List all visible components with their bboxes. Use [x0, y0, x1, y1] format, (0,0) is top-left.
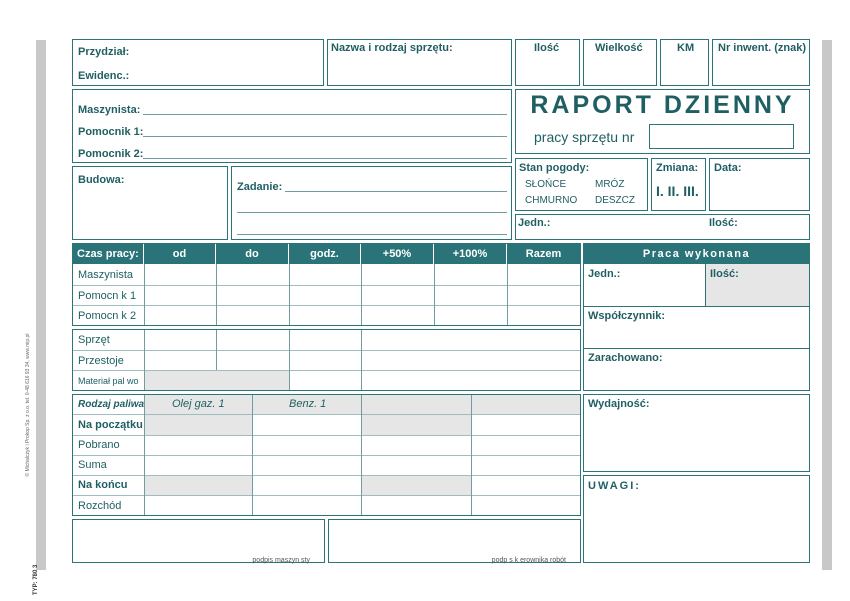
fuel-row-label: Suma: [78, 459, 107, 471]
date-label: Data:: [714, 162, 742, 174]
fuel-row-label: Rozchód: [78, 500, 122, 512]
time-row-label: Maszynista: [78, 269, 134, 281]
fuel-row-line: [73, 414, 580, 415]
time-row-line: [73, 285, 580, 286]
task-box: [231, 166, 512, 240]
left-margin-strip: [36, 40, 46, 570]
header-do: do: [216, 244, 289, 264]
wspolczynnik-label: Współczynnik:: [588, 310, 666, 322]
km-label: KM: [677, 42, 695, 54]
operator-signature-label: podpis maszyn sty: [252, 557, 310, 564]
material-gray-cell: [144, 371, 289, 390]
fuel-row-line: [73, 475, 580, 476]
pomocnik1-label: Pomocnik 1:: [78, 126, 144, 138]
header-od: od: [144, 244, 216, 264]
fuel-type-1: Olej gaz. 1: [172, 398, 225, 410]
equip-col-line: [144, 330, 145, 390]
pomocnik2-label: Pomocnik 2:: [78, 148, 144, 160]
zadanie-field-1[interactable]: [285, 191, 507, 192]
fuel-row-line: [73, 435, 580, 436]
budowa-label: Budowa:: [78, 174, 125, 186]
equip-row-line: [73, 350, 580, 351]
report-subtitle: pracy sprzętu nr: [534, 129, 635, 145]
work-done-title: Praca wykonana: [584, 244, 809, 264]
side-publisher-text: © Michalczyk i Prokop Sp. z o.o. tel. 0-48 616 93 34, www.mip.pl: [25, 333, 31, 477]
fuel-row-label: Na końcu: [78, 479, 128, 491]
weather-cloudy[interactable]: CHMURNO: [525, 195, 578, 206]
fuel-header-label: Rodzaj paliwa: [78, 399, 145, 410]
shift-values[interactable]: I. II. III.: [656, 183, 699, 199]
work-row-line: [584, 348, 809, 349]
time-col-line: [216, 264, 217, 325]
nazwa-label: Nazwa i rodzaj sprzętu:: [331, 42, 453, 54]
work-col-line: [705, 264, 706, 306]
zadanie-field-2[interactable]: [237, 212, 507, 213]
fuel-row-label: Na początku: [78, 419, 143, 431]
ilosc-header-label: Ilość: [534, 42, 560, 54]
fuel-gray-cell: [361, 475, 471, 495]
time-table-header: [73, 244, 580, 264]
nr-inwent-label: Nr inwent. (znak): [718, 42, 807, 54]
report-number-field[interactable]: [649, 124, 794, 149]
equip-row-label: Materiał pal wo: [78, 376, 139, 386]
jedn-label: Jedn.:: [518, 217, 551, 229]
equip-row-label: Przestoje: [78, 355, 124, 367]
header-plus50: +50%: [361, 244, 434, 264]
maszynista-label: Maszynista:: [78, 104, 141, 116]
work-row-line: [584, 306, 809, 307]
right-margin-strip: [822, 40, 832, 570]
fuel-row-label: Pobrano: [78, 439, 120, 451]
fuel-col-line: [144, 395, 145, 515]
fuel-gray-cell: [361, 415, 471, 435]
manager-signature-label: podp s k erownika robót: [491, 557, 566, 564]
time-row-line: [73, 305, 580, 306]
weather-sun[interactable]: SŁOŃCE: [525, 179, 567, 190]
time-row-label: Pomocn k 1: [78, 290, 137, 302]
header-plus100: +100%: [434, 244, 507, 264]
time-col-line: [144, 264, 145, 325]
header-razem: Razem: [525, 248, 562, 260]
header-godz: godz.: [289, 244, 361, 264]
time-row-label: Pomocn k 2: [78, 310, 137, 322]
uwagi-label: UWAGI:: [588, 480, 641, 492]
fuel-type-2: Benz. 1: [289, 398, 327, 410]
ilosc-label: Ilość:: [709, 217, 738, 229]
shift-label: Zmiana:: [656, 162, 699, 174]
time-col-line: [507, 264, 508, 325]
maszynista-field[interactable]: [143, 114, 507, 115]
weather-rain[interactable]: DESZCZ: [595, 195, 635, 206]
zarachowano-label: Zarachowano:: [588, 352, 663, 364]
header-czas-pracy: Czas pracy:: [73, 244, 144, 264]
equip-col-line: [289, 330, 290, 390]
fuel-row-line: [73, 455, 580, 456]
fuel-col-line: [361, 395, 362, 515]
unit-qty-strip[interactable]: [515, 214, 810, 240]
fuel-col-line: [252, 395, 253, 515]
ewidenc-label: Ewidenc.:: [78, 70, 130, 82]
pomocnik2-field[interactable]: [143, 158, 507, 159]
work-jedn-label: Jedn.:: [588, 268, 621, 280]
time-col-line: [434, 264, 435, 325]
fuel-gray-cell: [144, 415, 252, 435]
equip-col-line: [216, 330, 217, 370]
fuel-col-line: [471, 395, 472, 515]
weather-label: Stan pogody:: [519, 162, 590, 174]
wielkosc-label: Wielkość: [595, 42, 643, 54]
pomocnik1-field[interactable]: [143, 136, 507, 137]
weather-frost[interactable]: MRÓZ: [595, 179, 625, 190]
zadanie-field-3[interactable]: [237, 234, 507, 235]
work-ilosc-label: Ilość:: [710, 268, 739, 280]
equip-row-line: [73, 370, 580, 371]
zadanie-label: Zadanie:: [237, 181, 283, 193]
equip-row-label: Sprzęt: [78, 334, 110, 346]
time-col-line: [289, 264, 290, 325]
report-title: RAPORT DZIENNY: [530, 91, 795, 119]
equip-col-line: [361, 330, 362, 390]
wydajnosc-label: Wydajność:: [588, 398, 650, 410]
fuel-gray-cell: [144, 475, 252, 495]
przydzial-label: Przydział:: [78, 46, 130, 58]
time-col-line: [361, 264, 362, 325]
fuel-row-line: [73, 495, 580, 496]
side-type-code: TYP: 780 3: [33, 564, 39, 595]
